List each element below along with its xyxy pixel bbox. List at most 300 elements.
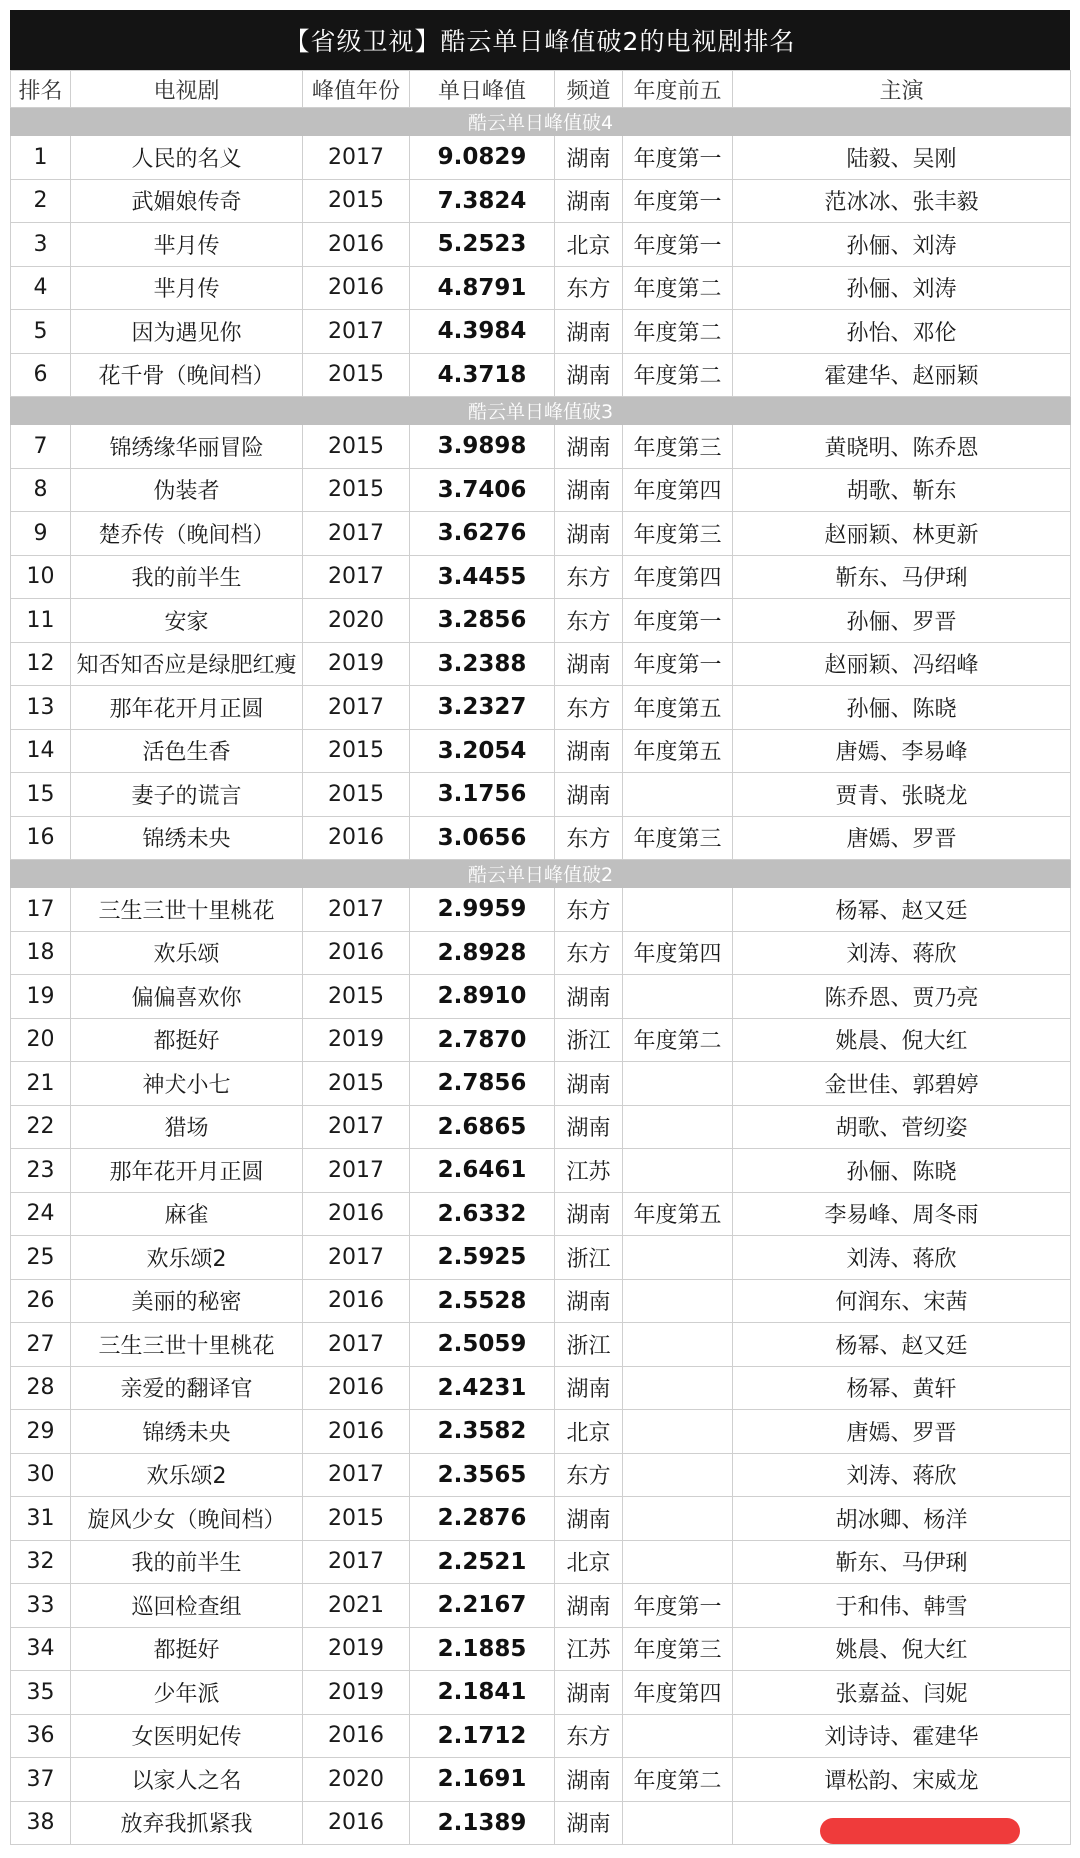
year-cell: 2017 [303,888,410,932]
rank-cell: 20 [11,1018,71,1062]
rank-cell: 13 [11,686,71,730]
channel-cell: 湖南 [555,729,623,773]
cast-cell: 姚晨、倪大红 [733,1627,1071,1671]
peak-cell: 3.2054 [410,729,555,773]
top-five-cell: 年度第二 [623,310,733,354]
top-five-cell: 年度第一 [623,599,733,643]
drama-cell: 锦绣未央 [71,816,303,860]
year-cell: 2015 [303,425,410,469]
top-five-cell: 年度第二 [623,1758,733,1802]
channel-cell: 湖南 [555,773,623,817]
cast-cell: 胡歌、菅纫姿 [733,1105,1071,1149]
peak-cell: 2.2167 [410,1584,555,1628]
table-row [11,1671,1071,1715]
drama-cell: 美丽的秘密 [71,1279,303,1323]
drama-cell: 伪装者 [71,468,303,512]
year-cell: 2016 [303,1279,410,1323]
drama-cell: 巡回检查组 [71,1584,303,1628]
year-cell: 2019 [303,642,410,686]
header-channel: 频道 [555,71,623,108]
top-five-cell: 年度第一 [623,179,733,223]
year-cell: 2019 [303,1018,410,1062]
table-title [10,10,1070,70]
table-row [11,425,1071,469]
channel-cell: 湖南 [555,310,623,354]
section-label: 酷云单日峰值破3 [11,397,1071,425]
channel-cell: 浙江 [555,1236,623,1280]
channel-cell: 东方 [555,931,623,975]
peak-cell: 2.2521 [410,1540,555,1584]
drama-cell: 三生三世十里桃花 [71,888,303,932]
table-row [11,266,1071,310]
channel-cell: 北京 [555,1410,623,1454]
drama-cell: 欢乐颂 [71,931,303,975]
channel-cell: 江苏 [555,1627,623,1671]
year-cell: 2016 [303,931,410,975]
top-five-cell: 年度第一 [623,1584,733,1628]
top-five-cell [623,773,733,817]
drama-cell: 因为遇见你 [71,310,303,354]
rank-cell: 10 [11,555,71,599]
top-five-cell [623,1105,733,1149]
peak-cell: 2.7870 [410,1018,555,1062]
drama-cell: 武媚娘传奇 [71,179,303,223]
rank-cell: 32 [11,1540,71,1584]
year-cell: 2017 [303,555,410,599]
table-row [11,1279,1071,1323]
peak-cell: 3.1756 [410,773,555,817]
peak-cell: 4.3984 [410,310,555,354]
cast-cell: 孙俪、刘涛 [733,266,1071,310]
top-five-cell: 年度第三 [623,1627,733,1671]
rank-cell: 17 [11,888,71,932]
table-row [11,1410,1071,1454]
table-row [11,931,1071,975]
table-row [11,686,1071,730]
table-row [11,599,1071,643]
top-five-cell [623,1062,733,1106]
drama-cell: 放弃我抓紧我 [71,1801,303,1845]
peak-cell: 3.0656 [410,816,555,860]
channel-cell: 北京 [555,1540,623,1584]
cast-cell: 赵丽颖、冯绍峰 [733,642,1071,686]
year-cell: 2019 [303,1627,410,1671]
peak-cell: 2.1691 [410,1758,555,1802]
channel-cell: 湖南 [555,1584,623,1628]
channel-cell: 湖南 [555,1105,623,1149]
top-five-cell: 年度第五 [623,686,733,730]
table-row [11,1192,1071,1236]
top-five-cell [623,1366,733,1410]
rank-cell: 24 [11,1192,71,1236]
year-cell: 2015 [303,1497,410,1541]
channel-cell: 湖南 [555,1801,623,1845]
rank-cell: 33 [11,1584,71,1628]
channel-cell: 江苏 [555,1149,623,1193]
rank-cell: 16 [11,816,71,860]
peak-cell: 9.0829 [410,136,555,180]
top-five-cell: 年度第三 [623,512,733,556]
cast-cell: 刘涛、蒋欣 [733,1236,1071,1280]
top-five-cell: 年度第四 [623,1671,733,1715]
top-five-cell [623,1236,733,1280]
rank-cell: 18 [11,931,71,975]
drama-cell: 安家 [71,599,303,643]
peak-cell: 2.9959 [410,888,555,932]
channel-cell: 东方 [555,1453,623,1497]
cast-cell: 胡歌、靳东 [733,468,1071,512]
channel-cell: 湖南 [555,512,623,556]
cast-cell: 唐嫣、罗晋 [733,1410,1071,1454]
drama-cell: 楚乔传（晚间档） [71,512,303,556]
peak-cell: 4.8791 [410,266,555,310]
drama-cell: 麻雀 [71,1192,303,1236]
rank-cell: 7 [11,425,71,469]
table-row [11,888,1071,932]
ranking-table [10,70,1071,1845]
rank-cell: 6 [11,353,71,397]
drama-cell: 芈月传 [71,266,303,310]
top-five-cell [623,975,733,1019]
peak-cell: 2.1389 [410,1801,555,1845]
top-five-cell [623,1410,733,1454]
cast-cell: 唐嫣、罗晋 [733,816,1071,860]
cast-cell: 李易峰、周冬雨 [733,1192,1071,1236]
header-drama: 电视剧 [71,71,303,108]
year-cell: 2017 [303,136,410,180]
rank-cell: 36 [11,1714,71,1758]
year-cell: 2016 [303,1714,410,1758]
rank-cell: 12 [11,642,71,686]
top-five-cell: 年度第一 [623,223,733,267]
peak-cell: 2.4231 [410,1366,555,1410]
cast-cell: 靳东、马伊琍 [733,555,1071,599]
peak-cell: 2.6865 [410,1105,555,1149]
year-cell: 2017 [303,1323,410,1367]
top-five-cell: 年度第五 [623,1192,733,1236]
top-five-cell [623,1453,733,1497]
channel-cell: 东方 [555,888,623,932]
rank-cell: 26 [11,1279,71,1323]
peak-cell: 2.7856 [410,1062,555,1106]
cast-cell: 赵丽颖、林更新 [733,512,1071,556]
top-five-cell: 年度第一 [623,642,733,686]
table-row [11,1540,1071,1584]
year-cell: 2015 [303,468,410,512]
cast-cell: 孙俪、刘涛 [733,223,1071,267]
peak-cell: 2.2876 [410,1497,555,1541]
year-cell: 2017 [303,1236,410,1280]
table-row [11,1323,1071,1367]
rank-cell: 34 [11,1627,71,1671]
table-title-text: 【省级卫视】酷云单日峰值破2的电视剧排名 [284,27,796,56]
drama-cell: 妻子的谎言 [71,773,303,817]
year-cell: 2016 [303,1192,410,1236]
channel-cell: 湖南 [555,425,623,469]
channel-cell: 湖南 [555,1062,623,1106]
cast-cell: 金世佳、郭碧婷 [733,1062,1071,1106]
cast-cell: 霍建华、赵丽颖 [733,353,1071,397]
section-row [11,397,1071,425]
drama-cell: 亲爱的翻译官 [71,1366,303,1410]
table-row [11,1236,1071,1280]
top-five-cell [623,1323,733,1367]
cast-cell: 贾青、张晓龙 [733,773,1071,817]
header-top-five: 年度前五 [623,71,733,108]
year-cell: 2016 [303,1801,410,1845]
cast-cell: 胡冰卿、杨洋 [733,1497,1071,1541]
peak-cell: 2.8910 [410,975,555,1019]
drama-cell: 猎场 [71,1105,303,1149]
section-row [11,860,1071,888]
section-row [11,108,1071,136]
table-row [11,555,1071,599]
year-cell: 2017 [303,512,410,556]
peak-cell: 2.3582 [410,1410,555,1454]
channel-cell: 东方 [555,1714,623,1758]
year-cell: 2016 [303,1366,410,1410]
table-row [11,773,1071,817]
header-row [11,71,1071,108]
table-row [11,1018,1071,1062]
table-row [11,816,1071,860]
drama-cell: 我的前半生 [71,555,303,599]
channel-cell: 东方 [555,816,623,860]
peak-cell: 2.1885 [410,1627,555,1671]
cast-cell: 何润东、宋茜 [733,1279,1071,1323]
peak-cell: 2.6332 [410,1192,555,1236]
channel-cell: 湖南 [555,1758,623,1802]
year-cell: 2017 [303,1540,410,1584]
table-row [11,1627,1071,1671]
rank-cell: 30 [11,1453,71,1497]
rank-cell: 4 [11,266,71,310]
cast-cell: 范冰冰、张丰毅 [733,179,1071,223]
year-cell: 2016 [303,816,410,860]
drama-cell: 锦绣未央 [71,1410,303,1454]
rank-cell: 38 [11,1801,71,1845]
peak-cell: 3.6276 [410,512,555,556]
drama-cell: 我的前半生 [71,1540,303,1584]
table-row [11,223,1071,267]
drama-cell: 欢乐颂2 [71,1236,303,1280]
table-row [11,1366,1071,1410]
rank-cell: 5 [11,310,71,354]
rank-cell: 15 [11,773,71,817]
table-row [11,1453,1071,1497]
top-five-cell [623,1714,733,1758]
cast-cell: 刘涛、蒋欣 [733,1453,1071,1497]
year-cell: 2017 [303,1105,410,1149]
year-cell: 2015 [303,773,410,817]
cast-cell: 陈乔恩、贾乃亮 [733,975,1071,1019]
channel-cell: 湖南 [555,1192,623,1236]
year-cell: 2017 [303,310,410,354]
channel-cell: 湖南 [555,468,623,512]
year-cell: 2020 [303,1758,410,1802]
channel-cell: 湖南 [555,1671,623,1715]
top-five-cell [623,1279,733,1323]
header-peak-year: 峰值年份 [303,71,410,108]
cast-cell: 孙俪、罗晋 [733,599,1071,643]
table-row [11,642,1071,686]
peak-cell: 2.1712 [410,1714,555,1758]
year-cell: 2015 [303,975,410,1019]
top-five-cell [623,1801,733,1845]
cast-cell: 黄晓明、陈乔恩 [733,425,1071,469]
rank-cell: 35 [11,1671,71,1715]
table-body [11,108,1071,1845]
peak-cell: 4.3718 [410,353,555,397]
peak-cell: 3.7406 [410,468,555,512]
table-row [11,1105,1071,1149]
rank-cell: 29 [11,1410,71,1454]
rank-cell: 22 [11,1105,71,1149]
drama-cell: 那年花开月正圆 [71,686,303,730]
peak-cell: 5.2523 [410,223,555,267]
rank-cell: 2 [11,179,71,223]
channel-cell: 东方 [555,686,623,730]
cast-cell: 陆毅、吴刚 [733,136,1071,180]
table-row [11,179,1071,223]
rank-cell: 19 [11,975,71,1019]
channel-cell: 浙江 [555,1018,623,1062]
cast-cell: 刘涛、蒋欣 [733,931,1071,975]
peak-cell: 3.2856 [410,599,555,643]
top-five-cell: 年度第四 [623,555,733,599]
peak-cell: 7.3824 [410,179,555,223]
table-row [11,1149,1071,1193]
table-row [11,975,1071,1019]
peak-cell: 2.1841 [410,1671,555,1715]
table-row [11,729,1071,773]
year-cell: 2015 [303,1062,410,1106]
table-row [11,1758,1071,1802]
rank-cell: 23 [11,1149,71,1193]
drama-cell: 神犬小七 [71,1062,303,1106]
year-cell: 2017 [303,1149,410,1193]
top-five-cell: 年度第二 [623,266,733,310]
channel-cell: 东方 [555,266,623,310]
peak-cell: 2.5528 [410,1279,555,1323]
drama-cell: 女医明妃传 [71,1714,303,1758]
drama-cell: 都挺好 [71,1018,303,1062]
channel-cell: 东方 [555,599,623,643]
drama-cell: 以家人之名 [71,1758,303,1802]
drama-cell: 旋风少女（晚间档） [71,1497,303,1541]
drama-cell: 三生三世十里桃花 [71,1323,303,1367]
cast-cell: 于和伟、韩雪 [733,1584,1071,1628]
channel-cell: 湖南 [555,642,623,686]
rank-cell: 37 [11,1758,71,1802]
table-row [11,468,1071,512]
channel-cell: 湖南 [555,136,623,180]
drama-cell: 那年花开月正圆 [71,1149,303,1193]
table-row [11,353,1071,397]
peak-cell: 2.5925 [410,1236,555,1280]
rank-cell: 25 [11,1236,71,1280]
drama-cell: 知否知否应是绿肥红瘦 [71,642,303,686]
year-cell: 2015 [303,729,410,773]
drama-cell: 活色生香 [71,729,303,773]
channel-cell: 湖南 [555,975,623,1019]
drama-cell: 少年派 [71,1671,303,1715]
rank-cell: 28 [11,1366,71,1410]
top-five-cell: 年度第四 [623,931,733,975]
peak-cell: 2.5059 [410,1323,555,1367]
table-row [11,1584,1071,1628]
peak-cell: 2.6461 [410,1149,555,1193]
top-five-cell: 年度第四 [623,468,733,512]
top-five-cell: 年度第一 [623,136,733,180]
year-cell: 2016 [303,266,410,310]
year-cell: 2015 [303,353,410,397]
header-rank: 排名 [11,71,71,108]
rank-cell: 8 [11,468,71,512]
channel-cell: 湖南 [555,353,623,397]
top-five-cell: 年度第二 [623,353,733,397]
channel-cell: 东方 [555,555,623,599]
top-five-cell [623,1540,733,1584]
peak-cell: 3.2327 [410,686,555,730]
drama-cell: 欢乐颂2 [71,1453,303,1497]
cast-cell: 杨幂、赵又廷 [733,888,1071,932]
cast-cell: 杨幂、黄轩 [733,1366,1071,1410]
rank-cell: 14 [11,729,71,773]
channel-cell: 湖南 [555,1366,623,1410]
year-cell: 2016 [303,1410,410,1454]
cast-cell: 孙俪、陈晓 [733,686,1071,730]
cast-cell: 谭松韵、宋威龙 [733,1758,1071,1802]
cast-cell: 孙俪、陈晓 [733,1149,1071,1193]
year-cell: 2016 [303,223,410,267]
table-row [11,512,1071,556]
year-cell: 2019 [303,1671,410,1715]
drama-cell: 人民的名义 [71,136,303,180]
drama-cell: 芈月传 [71,223,303,267]
year-cell: 2017 [303,1453,410,1497]
cast-cell: 张嘉益、闫妮 [733,1671,1071,1715]
peak-cell: 2.3565 [410,1453,555,1497]
rank-cell: 3 [11,223,71,267]
table-row [11,1714,1071,1758]
top-five-cell: 年度第三 [623,425,733,469]
cast-cell: 孙怡、邓伦 [733,310,1071,354]
table-row [11,310,1071,354]
drama-cell: 花千骨（晚间档） [71,353,303,397]
header-cast: 主演 [733,71,1071,108]
drama-cell: 偏偏喜欢你 [71,975,303,1019]
top-five-cell [623,888,733,932]
table-row [11,1497,1071,1541]
cast-cell: 姚晨、倪大红 [733,1018,1071,1062]
top-five-cell: 年度第二 [623,1018,733,1062]
channel-cell: 湖南 [555,179,623,223]
cast-cell: 杨幂、赵又廷 [733,1323,1071,1367]
rank-cell: 31 [11,1497,71,1541]
header-daily-peak: 单日峰值 [410,71,555,108]
top-five-cell [623,1149,733,1193]
redaction-mark [820,1818,1020,1844]
channel-cell: 湖南 [555,1279,623,1323]
drama-cell: 锦绣缘华丽冒险 [71,425,303,469]
table-row [11,1062,1071,1106]
top-five-cell: 年度第三 [623,816,733,860]
top-five-cell [623,1497,733,1541]
peak-cell: 3.2388 [410,642,555,686]
channel-cell: 北京 [555,223,623,267]
ranking-sheet [10,10,1070,1845]
